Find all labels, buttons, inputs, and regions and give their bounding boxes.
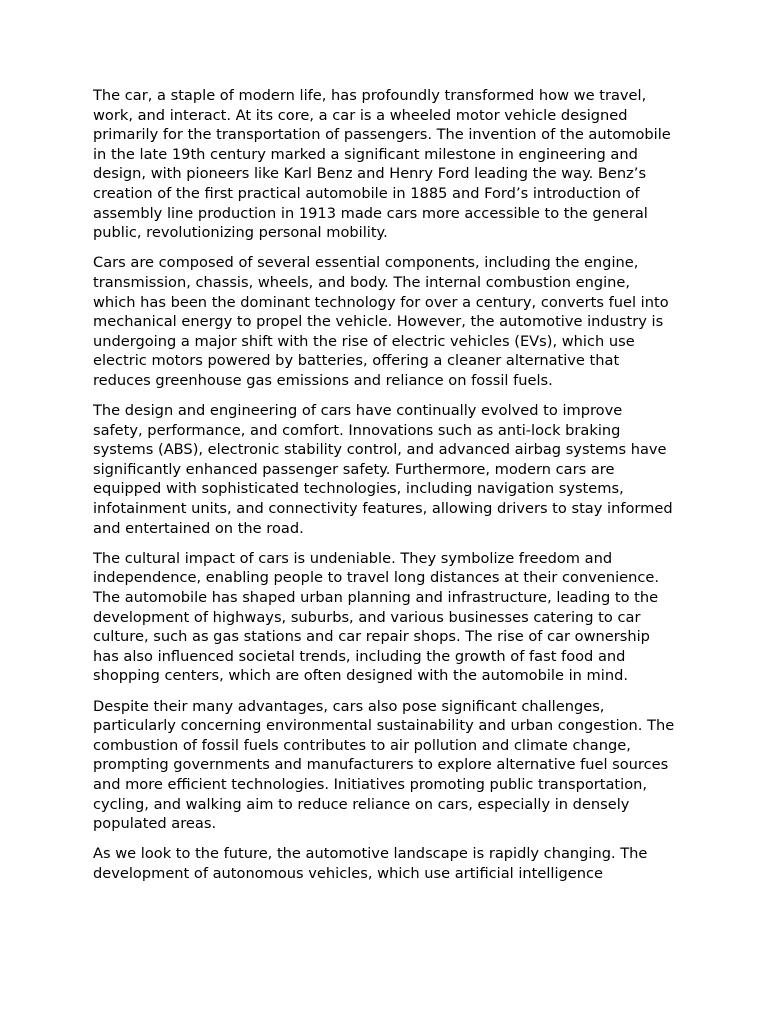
paragraph-car-design-safety: The design and engineering of cars have continually evolved to improve safety, performance, and comfort. Innovations such as anti-lock braking systems (ABS), electronic stability control, and advanced airbag systems have significantly enhanced passenger safety. Furthermore, modern cars are equipped with sophisticated technologies, including navigation systems, infotainment units, and connectivity features, allowing drivers to stay informed and entertained on the road. [93, 402, 673, 537]
paragraph-car-challenges: Despite their many advantages, cars also pose significant challenges, particularly concerning environmental sustainability and urban congestion. The combustion of fossil fuels contributes to air pollution and climate change, prompting governments and manufacturers to explore alternative fuel sources and more efficient technologies. Initiatives promoting public transportation, cycling, and walking aim to reduce reliance on cars, especially in densely populated areas. [93, 697, 675, 833]
paragraph-car-future: As we look to the future, the automotive landscape is rapidly changing. The development of autonomous vehicles, which use artificial intelligence [93, 845, 648, 882]
paragraph-car-cultural-impact: The cultural impact of cars is undeniable. They symbolize freedom and independence, enabling people to travel long distances at their convenience. The automobile has shaped urban planning and infrastructure, leading to the development of highways, suburbs, and various businesses catering to car culture, such as gas stations and car repair shops. The rise of car ownership has also influenced societal trends, including the growth of fast food and shopping centers, which are often designed with the automobile in mind. [93, 549, 660, 685]
paragraph-car-components: Cars are composed of several essential components, including the engine, transmission, chassis, wheels, and body. The internal combustion engine, which has been the dominant technology for over a century, converts fuel into mechanical energy to propel the vehicle. However, the automotive industry is undergoing a major shift with the rise of electric vehicles (EVs), which use electric motors powered by batteries, offering a cleaner alternative that reduces greenhouse gas emissions and reliance on fossil fuels. [93, 254, 669, 389]
document-body [93, 86, 675, 894]
paragraph-car-history: The car, a staple of modern life, has profoundly transformed how we travel, work, and interact. At its core, a car is a wheeled motor vehicle designed primarily for the transportation of passengers. The invention of the automobile in the late 19th century marked a significant milestone in engineering and design, with pioneers like Karl Benz and Henry Ford leading the way. Benz’s creation of the first practical automobile in 1885 and Ford’s introduction of assembly line production in 1913 made cars more accessible to the general public, revolutionizing personal mobility. [93, 87, 671, 242]
